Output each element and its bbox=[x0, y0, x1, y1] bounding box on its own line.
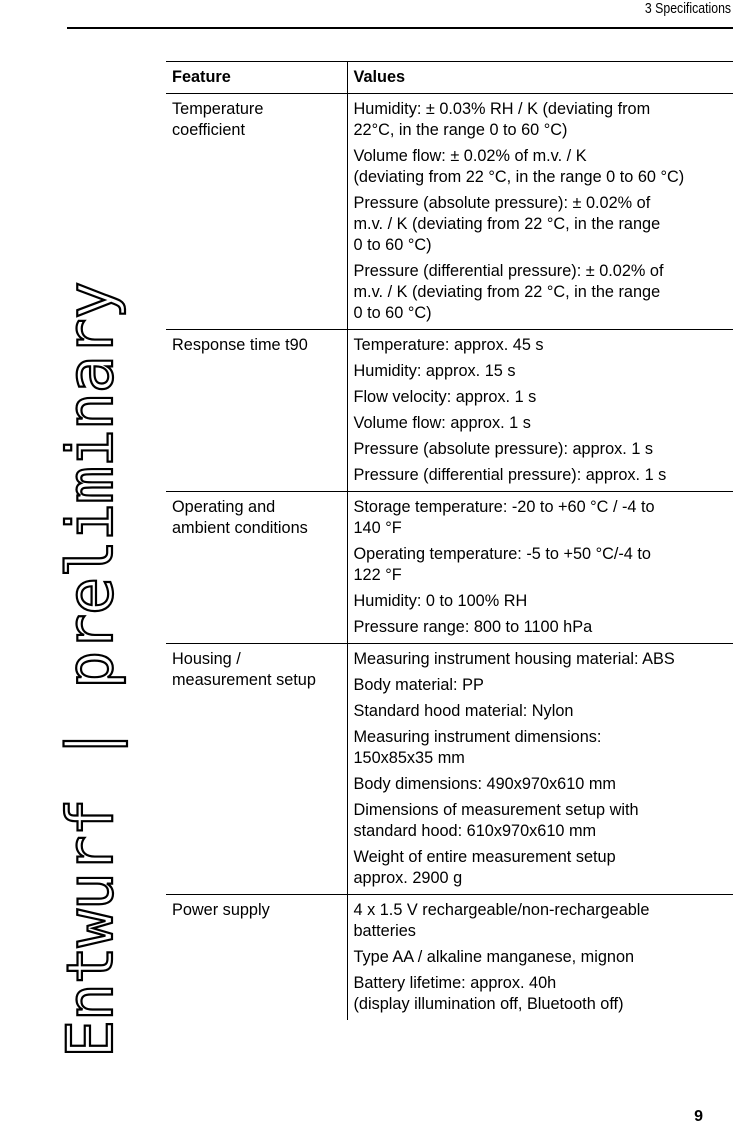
value-item: Standard hood material: Nylon bbox=[353, 702, 574, 720]
values-cell bbox=[347, 94, 733, 330]
table-row bbox=[166, 94, 733, 330]
table-row bbox=[166, 492, 733, 644]
value-item: Measuring instrument housing material: ABS bbox=[353, 650, 675, 668]
feature-cell bbox=[166, 895, 347, 1021]
header-rule bbox=[67, 27, 733, 29]
feature-label: Housing / measurement setup bbox=[172, 650, 316, 689]
value-item: Pressure (differential pressure): approx. 1 s bbox=[353, 466, 667, 484]
value-item: Battery lifetime: approx. 40h (display illumination off, Bluetooth off) bbox=[353, 974, 624, 1013]
value-item: Volume flow: ± 0.02% of m.v. / K (deviating from 22 °C, in the range 0 to 60 °C) bbox=[353, 147, 685, 186]
value-item: Pressure (absolute pressure): approx. 1 s bbox=[353, 440, 654, 458]
table-row bbox=[166, 330, 733, 492]
feature-cell bbox=[166, 94, 347, 330]
draft-watermark: Entwurf | preliminary bbox=[54, 282, 127, 1058]
value-item: Weight of entire measurement setup approx. 2900 g bbox=[353, 848, 616, 887]
value-item: Humidity: 0 to 100% RH bbox=[353, 592, 528, 610]
page-number: 9 bbox=[694, 1108, 703, 1125]
feature-cell bbox=[166, 492, 347, 644]
value-item: Flow velocity: approx. 1 s bbox=[353, 388, 537, 406]
value-item: Body material: PP bbox=[353, 676, 484, 694]
value-item: Pressure (differential pressure): ± 0.02% of m.v. / K (deviating from 22 °C, in the range 0 to 60 °C) bbox=[353, 262, 664, 322]
value-item: 4 x 1.5 V rechargeable/non-rechargeable batteries bbox=[353, 901, 650, 940]
value-item: Humidity: approx. 15 s bbox=[353, 362, 516, 380]
feature-label: Response time t90 bbox=[172, 336, 308, 354]
value-item: Operating temperature: -5 to +50 °C/-4 to 122 °F bbox=[353, 545, 651, 584]
value-item: Pressure (absolute pressure): ± 0.02% of m.v. / K (deviating from 22 °C, in the range 0 to 60 °C) bbox=[353, 194, 661, 254]
values-cell bbox=[347, 492, 733, 644]
feature-label: Power supply bbox=[172, 901, 270, 919]
values-cell bbox=[347, 895, 733, 1021]
value-item: Volume flow: approx. 1 s bbox=[353, 414, 531, 432]
table-row bbox=[166, 895, 733, 1021]
column-header-feature: Feature bbox=[166, 62, 347, 94]
feature-label: Operating and ambient conditions bbox=[172, 498, 308, 537]
table-row bbox=[166, 644, 733, 895]
table-header-row bbox=[166, 62, 733, 94]
values-cell bbox=[347, 644, 733, 895]
feature-cell bbox=[166, 330, 347, 492]
value-item: Type AA / alkaline manganese, mignon bbox=[353, 948, 635, 966]
value-item: Storage temperature: -20 to +60 °C / -4 to 140 °F bbox=[353, 498, 655, 537]
value-item: Temperature: approx. 45 s bbox=[353, 336, 544, 354]
column-header-values: Values bbox=[347, 62, 733, 94]
value-item: Humidity: ± 0.03% RH / K (deviating from 22°C, in the range 0 to 60 °C) bbox=[353, 100, 651, 139]
values-cell bbox=[347, 330, 733, 492]
value-item: Body dimensions: 490x970x610 mm bbox=[353, 775, 616, 793]
value-item: Dimensions of measurement setup with standard hood: 610x970x610 mm bbox=[353, 801, 639, 840]
section-header: 3 Specifications bbox=[644, 0, 731, 17]
feature-cell bbox=[166, 644, 347, 895]
value-item: Pressure range: 800 to 1100 hPa bbox=[353, 618, 593, 636]
specifications-table bbox=[166, 61, 733, 1020]
feature-label: Temperature coefficient bbox=[172, 100, 264, 139]
value-item: Measuring instrument dimensions: 150x85x35 mm bbox=[353, 728, 602, 767]
